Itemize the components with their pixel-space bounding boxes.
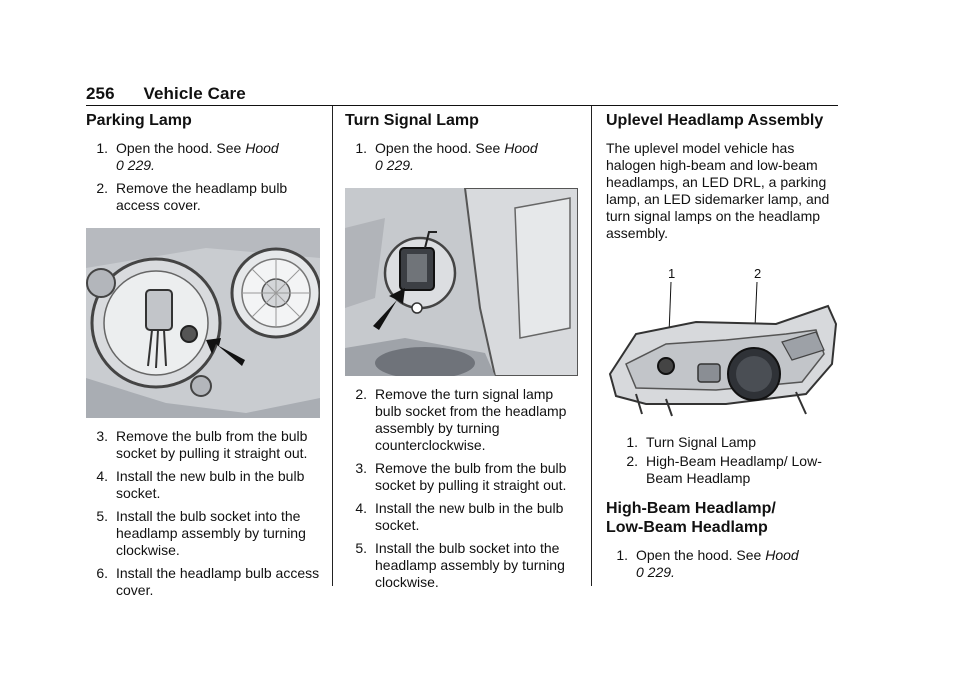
legend-text: High-Beam Headlamp/ Low-Beam Headlamp [646, 453, 822, 486]
callout-1-label: 1 [668, 266, 676, 281]
page-ref-link[interactable]: 0 229. [636, 564, 675, 580]
step-text [116, 140, 322, 174]
step-text: Install the bulb socket into the headlamp assembly by turning clockwise. [116, 508, 306, 558]
list-item [606, 453, 838, 487]
hood-link[interactable]: Hood [765, 547, 799, 563]
header-rule [86, 105, 838, 106]
callout-legend [606, 434, 838, 487]
high-low-beam-heading [606, 499, 838, 537]
column-divider-2 [591, 106, 592, 586]
column-turn-signal [345, 111, 580, 597]
list-item [86, 180, 322, 214]
list-item [606, 547, 838, 581]
step-number: 3. [96, 428, 108, 444]
step-number: 1. [96, 140, 108, 156]
list-item [345, 460, 580, 494]
heading-line-2: Low-Beam Headlamp [606, 519, 768, 536]
step-text: Remove the headlamp bulb access cover. [116, 180, 288, 213]
step-number: 1. [616, 547, 628, 563]
high-low-steps [606, 547, 838, 581]
step-number: 4. [355, 500, 367, 516]
hood-link[interactable]: Hood [504, 140, 538, 156]
page-ref-link[interactable]: 0 229. [375, 157, 414, 173]
step-number: 4. [96, 468, 108, 484]
legend-number: 2. [626, 453, 638, 469]
parking-lamp-illustration [86, 228, 320, 418]
column-uplevel-headlamp [606, 111, 838, 587]
step-number: 5. [355, 540, 367, 556]
uplevel-headlamp-illustration [606, 264, 838, 424]
list-item [86, 428, 322, 462]
step-number: 2. [96, 180, 108, 196]
step-number: 6. [96, 565, 108, 581]
legend-text: Turn Signal Lamp [646, 434, 756, 450]
step-text [636, 547, 838, 581]
step-text: Remove the bulb from the bulb socket by pulling it straight out. [375, 460, 567, 493]
turn-signal-heading: Turn Signal Lamp [345, 112, 479, 129]
step-text: Install the new bulb in the bulb socket. [116, 468, 305, 501]
parking-steps-a [86, 140, 322, 214]
step-text [375, 140, 580, 174]
list-item [86, 468, 322, 502]
hood-link[interactable]: Hood [245, 140, 279, 156]
step-text: Install the new bulb in the bulb socket. [375, 500, 564, 533]
list-item [345, 140, 580, 174]
list-item [86, 565, 322, 599]
callout-2-label: 2 [754, 266, 762, 281]
parking-lamp-heading: Parking Lamp [86, 112, 192, 129]
step-text: Remove the bulb from the bulb socket by pulling it straight out. [116, 428, 308, 461]
list-item [345, 500, 580, 534]
step-number: 2. [355, 386, 367, 402]
step-text-main: Open the hood. See [375, 140, 505, 156]
turn-steps-b [345, 386, 580, 591]
step-text-main: Open the hood. See [636, 547, 766, 563]
heading-line-1: High-Beam Headlamp/ [606, 500, 776, 517]
page-number: 256 [86, 84, 115, 103]
column-divider-1 [332, 106, 333, 586]
turn-steps-a [345, 140, 580, 174]
list-item [345, 386, 580, 454]
list-item [86, 508, 322, 559]
column-parking-lamp [86, 111, 322, 605]
step-text: Install the headlamp bulb access cover. [116, 565, 320, 598]
step-number: 3. [355, 460, 367, 476]
parking-steps-b [86, 428, 322, 599]
list-item [86, 140, 322, 174]
turn-signal-illustration [345, 188, 578, 376]
legend-number: 1. [626, 434, 638, 450]
page-ref-link[interactable]: 0 229. [116, 157, 155, 173]
step-text-main: Open the hood. See [116, 140, 246, 156]
step-number: 1. [355, 140, 367, 156]
uplevel-intro: The uplevel model vehicle has halogen high-beam and low-beam headlamps, an LED DRL, a parking lamp, an LED sidemarker lamp, and turn signal lamps on the headlamp assembly. [606, 140, 830, 241]
step-text: Remove the turn signal lamp bulb socket from the headlamp assembly by turning counterclockwise. [375, 386, 567, 453]
list-item [606, 434, 838, 451]
list-item [345, 540, 580, 591]
step-text: Install the bulb socket into the headlamp assembly by turning clockwise. [375, 540, 565, 590]
page-header [86, 84, 246, 104]
section-title: Vehicle Care [143, 84, 246, 103]
step-number: 5. [96, 508, 108, 524]
uplevel-heading: Uplevel Headlamp Assembly [606, 112, 824, 129]
